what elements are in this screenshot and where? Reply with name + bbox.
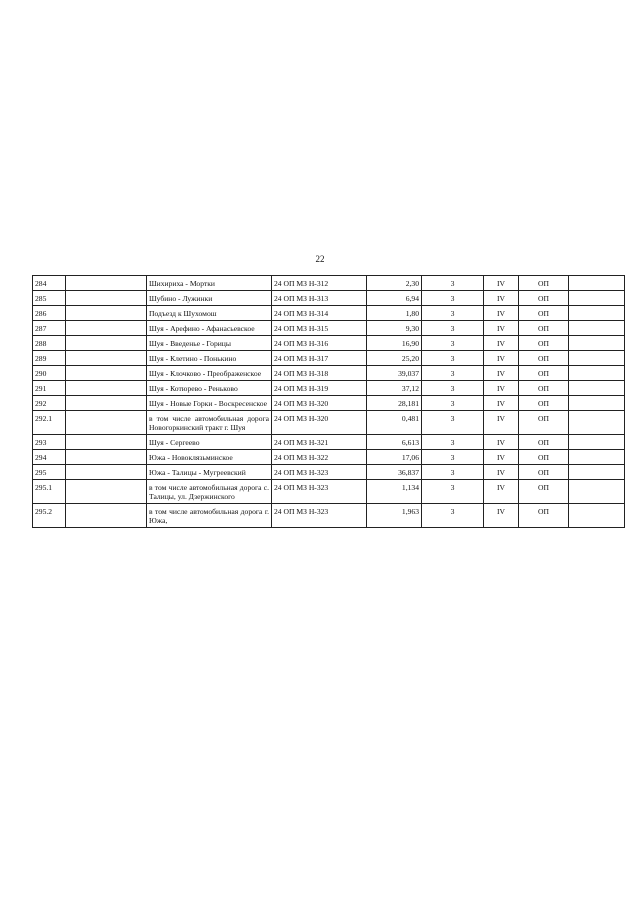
road-length: 37,12 xyxy=(367,381,422,396)
row-extra-cell xyxy=(569,276,625,291)
road-class: IV xyxy=(484,504,519,528)
road-name: в том числе автомобильная дорога г. Южа, xyxy=(147,504,272,528)
row-extra-cell xyxy=(569,411,625,435)
road-name: Шуя - Клочково - Преображенское xyxy=(147,366,272,381)
roads-table xyxy=(32,275,625,528)
row-blank-cell xyxy=(66,306,147,321)
table-row xyxy=(33,366,625,381)
row-extra-cell xyxy=(569,291,625,306)
row-number: 294 xyxy=(33,450,66,465)
table-row xyxy=(33,480,625,504)
road-category: 3 xyxy=(422,480,484,504)
row-number: 295.2 xyxy=(33,504,66,528)
table-row xyxy=(33,276,625,291)
table-row xyxy=(33,435,625,450)
road-category: 3 xyxy=(422,321,484,336)
row-blank-cell xyxy=(66,381,147,396)
row-number: 292 xyxy=(33,396,66,411)
row-number: 284 xyxy=(33,276,66,291)
road-id-code: 24 ОП МЗ Н-317 xyxy=(272,351,367,366)
row-extra-cell xyxy=(569,336,625,351)
road-length: 2,30 xyxy=(367,276,422,291)
road-id-code: 24 ОП МЗ Н-316 xyxy=(272,336,367,351)
road-class: IV xyxy=(484,465,519,480)
row-number: 287 xyxy=(33,321,66,336)
row-number: 286 xyxy=(33,306,66,321)
road-class: IV xyxy=(484,321,519,336)
road-name: Шуя - Новые Горки - Воскресенское xyxy=(147,396,272,411)
row-blank-cell xyxy=(66,321,147,336)
row-extra-cell xyxy=(569,381,625,396)
row-blank-cell xyxy=(66,465,147,480)
road-significance: ОП xyxy=(519,435,569,450)
road-class: IV xyxy=(484,381,519,396)
road-category: 3 xyxy=(422,435,484,450)
row-extra-cell xyxy=(569,321,625,336)
road-id-code: 24 ОП МЗ Н-318 xyxy=(272,366,367,381)
row-extra-cell xyxy=(569,396,625,411)
road-name: Шуя - Котюрево - Реньково xyxy=(147,381,272,396)
road-class: IV xyxy=(484,276,519,291)
road-length: 28,181 xyxy=(367,396,422,411)
road-length: 39,037 xyxy=(367,366,422,381)
table-row xyxy=(33,291,625,306)
row-number: 289 xyxy=(33,351,66,366)
road-id-code: 24 ОП МЗ Н-323 xyxy=(272,504,367,528)
row-extra-cell xyxy=(569,366,625,381)
row-number: 295.1 xyxy=(33,480,66,504)
road-name: Шубино - Лужинки xyxy=(147,291,272,306)
table-row xyxy=(33,396,625,411)
table-row xyxy=(33,351,625,366)
road-name: Южа - Талицы - Мугреевский xyxy=(147,465,272,480)
road-significance: ОП xyxy=(519,480,569,504)
road-name: Шуя - Введенье - Горицы xyxy=(147,336,272,351)
road-length: 16,90 xyxy=(367,336,422,351)
road-significance: ОП xyxy=(519,465,569,480)
road-category: 3 xyxy=(422,450,484,465)
road-name: Подъезд к Шухомош xyxy=(147,306,272,321)
row-extra-cell xyxy=(569,351,625,366)
row-number: 293 xyxy=(33,435,66,450)
road-id-code: 24 ОП МЗ Н-320 xyxy=(272,411,367,435)
row-extra-cell xyxy=(569,480,625,504)
road-significance: ОП xyxy=(519,321,569,336)
road-id-code: 24 ОП МЗ Н-314 xyxy=(272,306,367,321)
row-extra-cell xyxy=(569,504,625,528)
table-row xyxy=(33,504,625,528)
road-class: IV xyxy=(484,336,519,351)
road-category: 3 xyxy=(422,351,484,366)
road-significance: ОП xyxy=(519,276,569,291)
road-name: Шуя - Клетино - Понькино xyxy=(147,351,272,366)
road-significance: ОП xyxy=(519,396,569,411)
road-class: IV xyxy=(484,435,519,450)
road-length: 1,80 xyxy=(367,306,422,321)
row-number: 295 xyxy=(33,465,66,480)
row-extra-cell xyxy=(569,435,625,450)
road-name: Южа - Новоклязьминское xyxy=(147,450,272,465)
road-class: IV xyxy=(484,291,519,306)
road-category: 3 xyxy=(422,276,484,291)
road-id-code: 24 ОП МЗ Н-320 xyxy=(272,396,367,411)
road-category: 3 xyxy=(422,336,484,351)
road-significance: ОП xyxy=(519,381,569,396)
road-length: 36,837 xyxy=(367,465,422,480)
row-number: 290 xyxy=(33,366,66,381)
road-id-code: 24 ОП МЗ Н-313 xyxy=(272,291,367,306)
road-class: IV xyxy=(484,366,519,381)
road-category: 3 xyxy=(422,381,484,396)
road-significance: ОП xyxy=(519,411,569,435)
row-blank-cell xyxy=(66,336,147,351)
table-row xyxy=(33,381,625,396)
row-number: 291 xyxy=(33,381,66,396)
road-class: IV xyxy=(484,480,519,504)
road-length: 6,94 xyxy=(367,291,422,306)
row-blank-cell xyxy=(66,504,147,528)
road-significance: ОП xyxy=(519,351,569,366)
row-blank-cell xyxy=(66,351,147,366)
row-number: 285 xyxy=(33,291,66,306)
road-significance: ОП xyxy=(519,336,569,351)
row-blank-cell xyxy=(66,411,147,435)
table-row xyxy=(33,321,625,336)
table-row xyxy=(33,450,625,465)
row-number: 288 xyxy=(33,336,66,351)
road-category: 3 xyxy=(422,291,484,306)
road-length: 9,30 xyxy=(367,321,422,336)
row-number: 292.1 xyxy=(33,411,66,435)
page-number: 22 xyxy=(315,254,325,264)
road-name: в том числе автомобильная дорога Новогоркинский тракт г. Шуя xyxy=(147,411,272,435)
row-extra-cell xyxy=(569,450,625,465)
road-category: 3 xyxy=(422,504,484,528)
table-row xyxy=(33,465,625,480)
row-blank-cell xyxy=(66,366,147,381)
road-name: в том числе автомобильная дорога с. Талицы, ул. Дзержинского xyxy=(147,480,272,504)
road-significance: ОП xyxy=(519,450,569,465)
road-category: 3 xyxy=(422,411,484,435)
road-length: 25,20 xyxy=(367,351,422,366)
row-blank-cell xyxy=(66,480,147,504)
row-blank-cell xyxy=(66,291,147,306)
row-blank-cell xyxy=(66,396,147,411)
road-significance: ОП xyxy=(519,366,569,381)
road-id-code: 24 ОП МЗ Н-319 xyxy=(272,381,367,396)
road-name: Шуя - Арефино - Афанасьевское xyxy=(147,321,272,336)
road-class: IV xyxy=(484,351,519,366)
row-blank-cell xyxy=(66,435,147,450)
road-id-code: 24 ОП МЗ Н-315 xyxy=(272,321,367,336)
road-significance: ОП xyxy=(519,291,569,306)
road-id-code: 24 ОП МЗ Н-323 xyxy=(272,465,367,480)
road-category: 3 xyxy=(422,306,484,321)
road-length: 17,06 xyxy=(367,450,422,465)
road-significance: ОП xyxy=(519,306,569,321)
road-class: IV xyxy=(484,450,519,465)
road-class: IV xyxy=(484,396,519,411)
row-blank-cell xyxy=(66,450,147,465)
table-row xyxy=(33,336,625,351)
road-length: 0,481 xyxy=(367,411,422,435)
road-id-code: 24 ОП МЗ Н-322 xyxy=(272,450,367,465)
road-class: IV xyxy=(484,306,519,321)
roads-table-body xyxy=(33,276,625,528)
road-length: 1,963 xyxy=(367,504,422,528)
road-id-code: 24 ОП МЗ Н-312 xyxy=(272,276,367,291)
table-row xyxy=(33,411,625,435)
road-id-code: 24 ОП МЗ Н-323 xyxy=(272,480,367,504)
road-class: IV xyxy=(484,411,519,435)
road-category: 3 xyxy=(422,465,484,480)
road-category: 3 xyxy=(422,396,484,411)
road-name: Шихириха - Мортки xyxy=(147,276,272,291)
table-row xyxy=(33,306,625,321)
road-id-code: 24 ОП МЗ Н-321 xyxy=(272,435,367,450)
row-blank-cell xyxy=(66,276,147,291)
road-length: 6,613 xyxy=(367,435,422,450)
road-length: 1,134 xyxy=(367,480,422,504)
row-extra-cell xyxy=(569,465,625,480)
row-extra-cell xyxy=(569,306,625,321)
road-name: Шуя - Сергеево xyxy=(147,435,272,450)
road-significance: ОП xyxy=(519,504,569,528)
road-category: 3 xyxy=(422,366,484,381)
